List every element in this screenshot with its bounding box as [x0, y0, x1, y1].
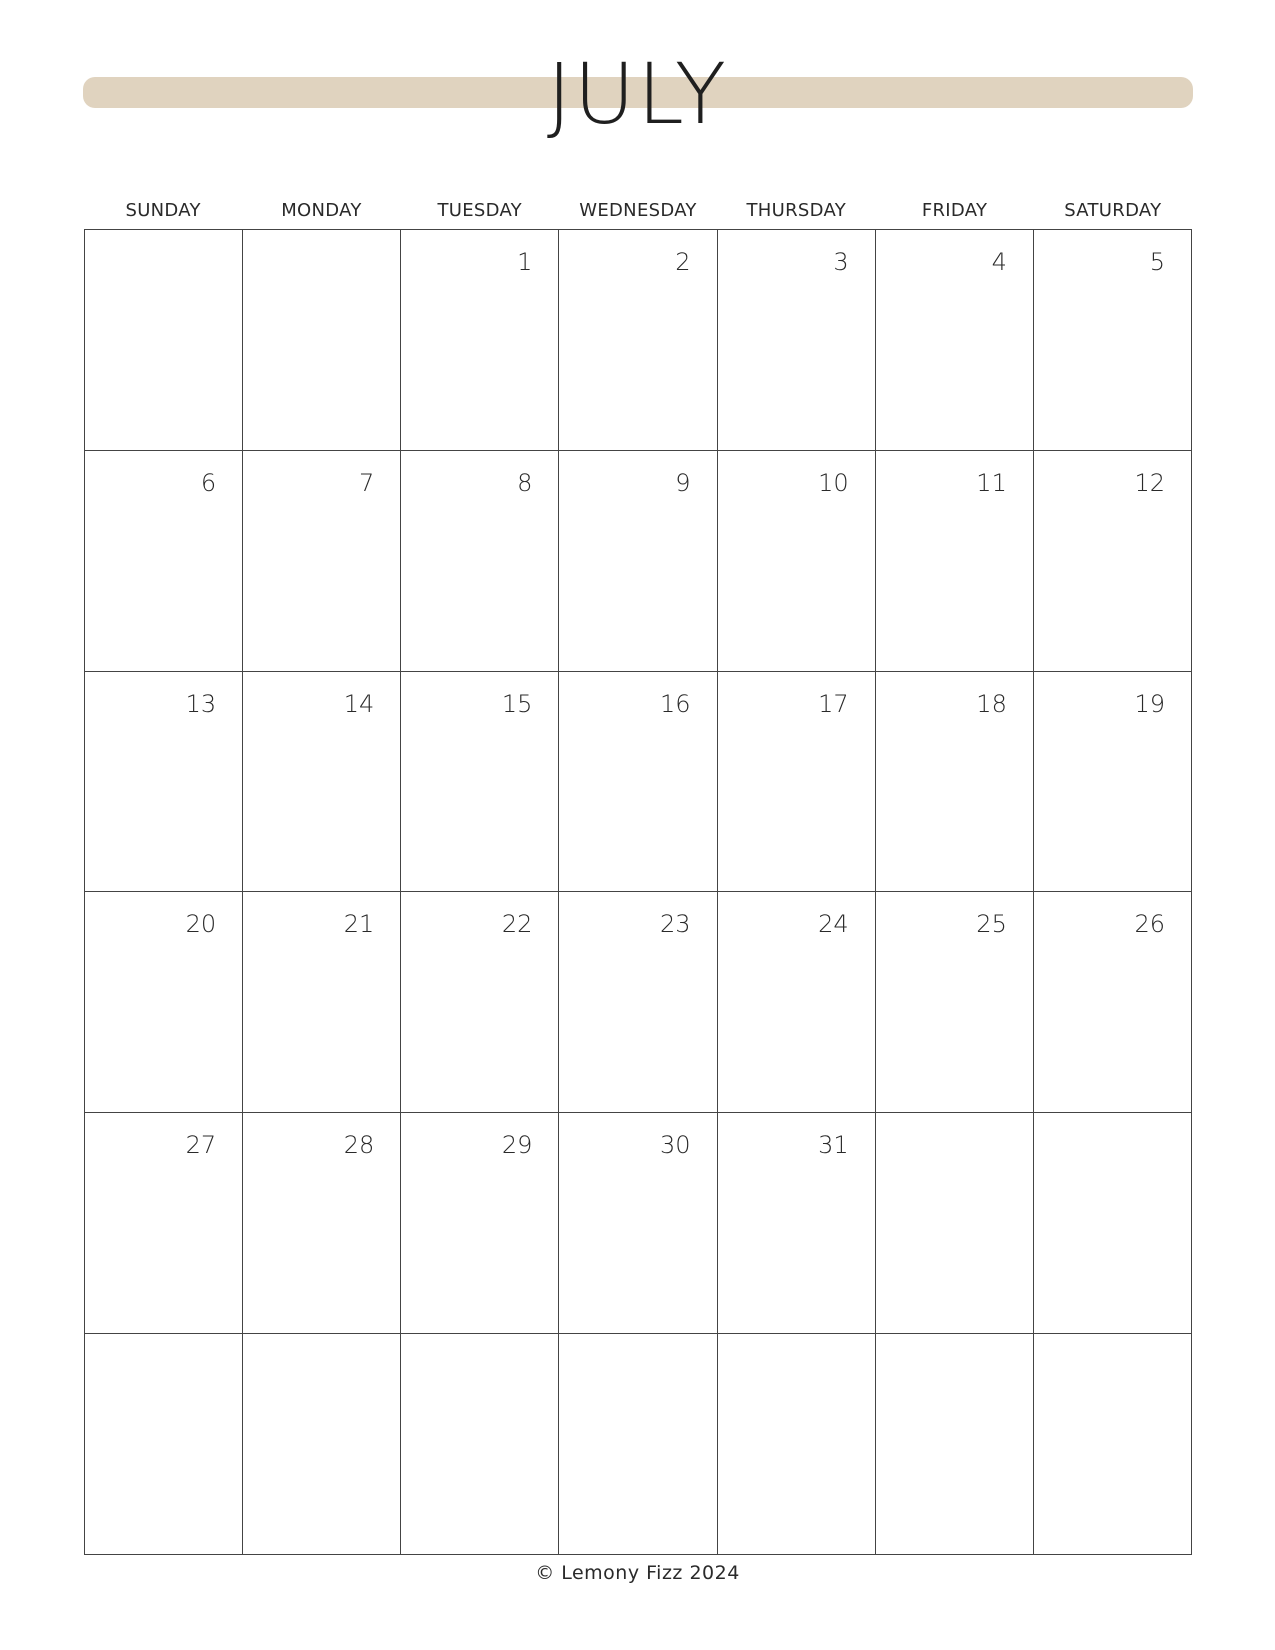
day-number: 12: [1134, 468, 1165, 497]
day-cell: [85, 672, 243, 893]
day-cell: [559, 1334, 717, 1555]
day-cell: [401, 892, 559, 1113]
day-number: 1: [517, 248, 533, 276]
day-cell: [718, 1113, 876, 1334]
day-cell: [559, 451, 717, 672]
day-number: 11: [976, 468, 1007, 497]
day-number: 26: [1134, 910, 1165, 939]
day-number: 25: [976, 910, 1007, 939]
day-number: 29: [501, 1131, 533, 1160]
day-cell: [876, 672, 1034, 893]
day-cell: [1034, 892, 1192, 1113]
day-number: 21: [343, 910, 375, 939]
day-cell: [401, 451, 559, 672]
day-cell: [718, 892, 876, 1113]
day-number: 27: [185, 1131, 217, 1160]
day-cell: [1034, 1334, 1192, 1555]
weekday-thursday: THURSDAY: [746, 200, 847, 221]
day-cell: [85, 1113, 243, 1334]
day-number: 13: [185, 689, 217, 718]
month-title: JULY: [546, 45, 729, 143]
day-cell: [876, 451, 1034, 672]
day-cell: [876, 1113, 1034, 1334]
weekday-sunday: SUNDAY: [125, 200, 201, 221]
day-cell: [401, 230, 559, 451]
day-cell: [401, 672, 559, 893]
day-cell: [718, 1334, 876, 1555]
day-cell: [1034, 230, 1192, 451]
day-number: 9: [675, 468, 691, 497]
day-number: 28: [343, 1131, 375, 1160]
day-number: 14: [343, 689, 375, 718]
day-number: 20: [185, 910, 217, 939]
day-number: 16: [660, 689, 691, 718]
day-number: 10: [818, 468, 849, 497]
day-cell: [85, 230, 243, 451]
day-cell: [243, 230, 401, 451]
day-number: 30: [660, 1131, 691, 1160]
weekday-wednesday: WEDNESDAY: [579, 200, 697, 221]
day-cell: [85, 892, 243, 1113]
day-number: 5: [1149, 248, 1165, 276]
day-number: 18: [976, 689, 1007, 718]
weekday-saturday: SATURDAY: [1064, 200, 1162, 221]
day-number: 4: [991, 248, 1007, 276]
day-cell: [243, 1334, 401, 1555]
weekday-header-row: [84, 196, 1192, 226]
weekday-friday: FRIDAY: [921, 200, 988, 221]
footer-copyright: © Lemony Fizz 2024: [535, 1562, 740, 1584]
day-cell: [718, 451, 876, 672]
day-number: 19: [1134, 689, 1165, 718]
day-cell: [559, 672, 717, 893]
day-cell: [401, 1334, 559, 1555]
day-cell: [85, 451, 243, 672]
day-number: 7: [359, 468, 375, 497]
day-cell: [243, 892, 401, 1113]
day-number: 2: [675, 248, 691, 276]
day-number: 24: [818, 910, 849, 939]
day-cell: [243, 451, 401, 672]
day-cell: [718, 230, 876, 451]
weekday-monday: MONDAY: [281, 200, 362, 221]
day-cell: [559, 892, 717, 1113]
day-cell: [559, 1113, 717, 1334]
day-cell: [1034, 451, 1192, 672]
day-number: 6: [200, 468, 217, 497]
day-number: 22: [501, 910, 533, 939]
calendar-grid: [84, 229, 1192, 1555]
day-number: 17: [818, 689, 849, 718]
day-cell: [1034, 1113, 1192, 1334]
day-number: 3: [833, 248, 849, 276]
day-cell: [876, 1334, 1034, 1555]
day-cell: [876, 230, 1034, 451]
day-number: 31: [818, 1131, 849, 1160]
day-number: 8: [517, 468, 533, 497]
day-cell: [1034, 672, 1192, 893]
day-cell: [718, 672, 876, 893]
day-number: 15: [501, 689, 533, 718]
day-cell: [876, 892, 1034, 1113]
day-cell: [243, 672, 401, 893]
day-number: 23: [660, 910, 691, 939]
day-cell: [85, 1334, 243, 1555]
day-cell: [401, 1113, 559, 1334]
weekday-tuesday: TUESDAY: [437, 200, 522, 221]
day-cell: [559, 230, 717, 451]
day-cell: [243, 1113, 401, 1334]
